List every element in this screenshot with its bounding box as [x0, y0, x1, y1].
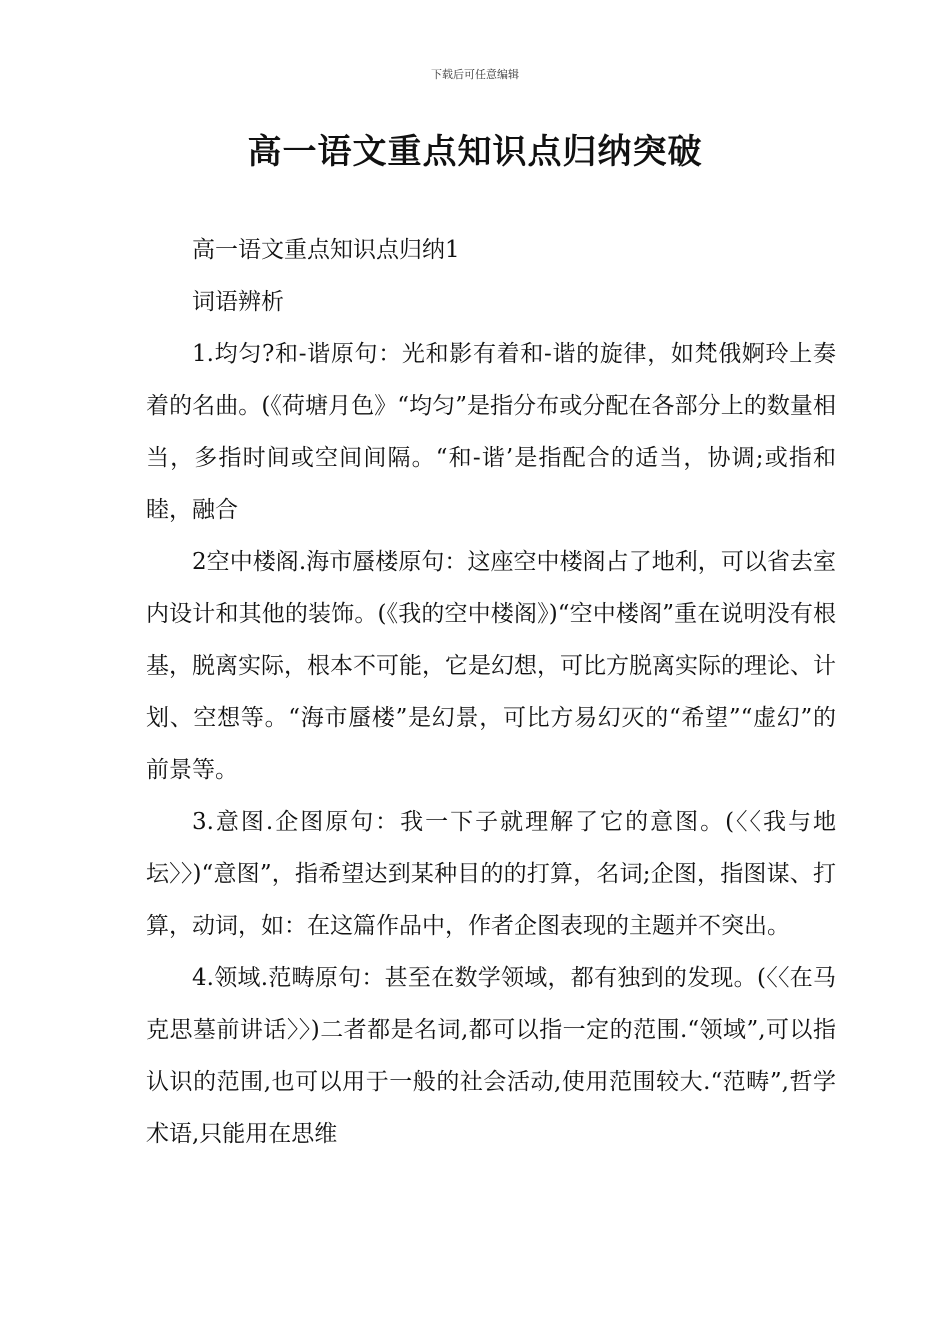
subsection-heading: 词语辨析	[192, 289, 284, 315]
page-header-note: 下载后可任意编辑	[431, 68, 519, 81]
section-heading: 高一语文重点知识点归纳1	[192, 237, 460, 263]
body-paragraph: 3.意图.企图原句：我一下子就理解了它的意图。(〈〈我与地坛〉〉)“意图”，指希望达到某种目的的打算，名词;企图，指图谋、打算，动词，如：在这篇作品中，作者企图表现的主题并不突出。	[146, 809, 836, 939]
body-paragraph: 2空中楼阁.海市蜃楼原句：这座空中楼阁占了地利，可以省去室内设计和其他的装饰。(《我的空中楼阁》)“空中楼阁”重在说明没有根基，脱离实际，根本不可能，它是幻想，可比方脱离实际的理论、计划、空想等。“海市蜃楼”是幻景，可比方易幻灭的“希望”“虚幻”的前景等。	[146, 549, 836, 783]
body-paragraph: 1.均匀?和-谐原句：光和影有着和-谐的旋律，如梵俄婀玲上奏着的名曲。(《荷塘月色》“均匀”是指分布或分配在各部分上的数量相当，多指时间或空间间隔。“和-谐’是指配合的适当，协调;或指和睦，融合	[146, 341, 836, 523]
document-body	[146, 224, 836, 1160]
body-paragraph: 4.领域.范畴原句：甚至在数学领域，都有独到的发现。(〈〈在马克思墓前讲话〉〉)二者都是名词,都可以指一定的范围.“领域”,可以指认识的范围,也可以用于一般的社会活动,使用范围较大.“范畴”,哲学术语,只能用在思维	[146, 965, 836, 1147]
document-title: 高一语文重点知识点归纳突破	[247, 132, 703, 172]
